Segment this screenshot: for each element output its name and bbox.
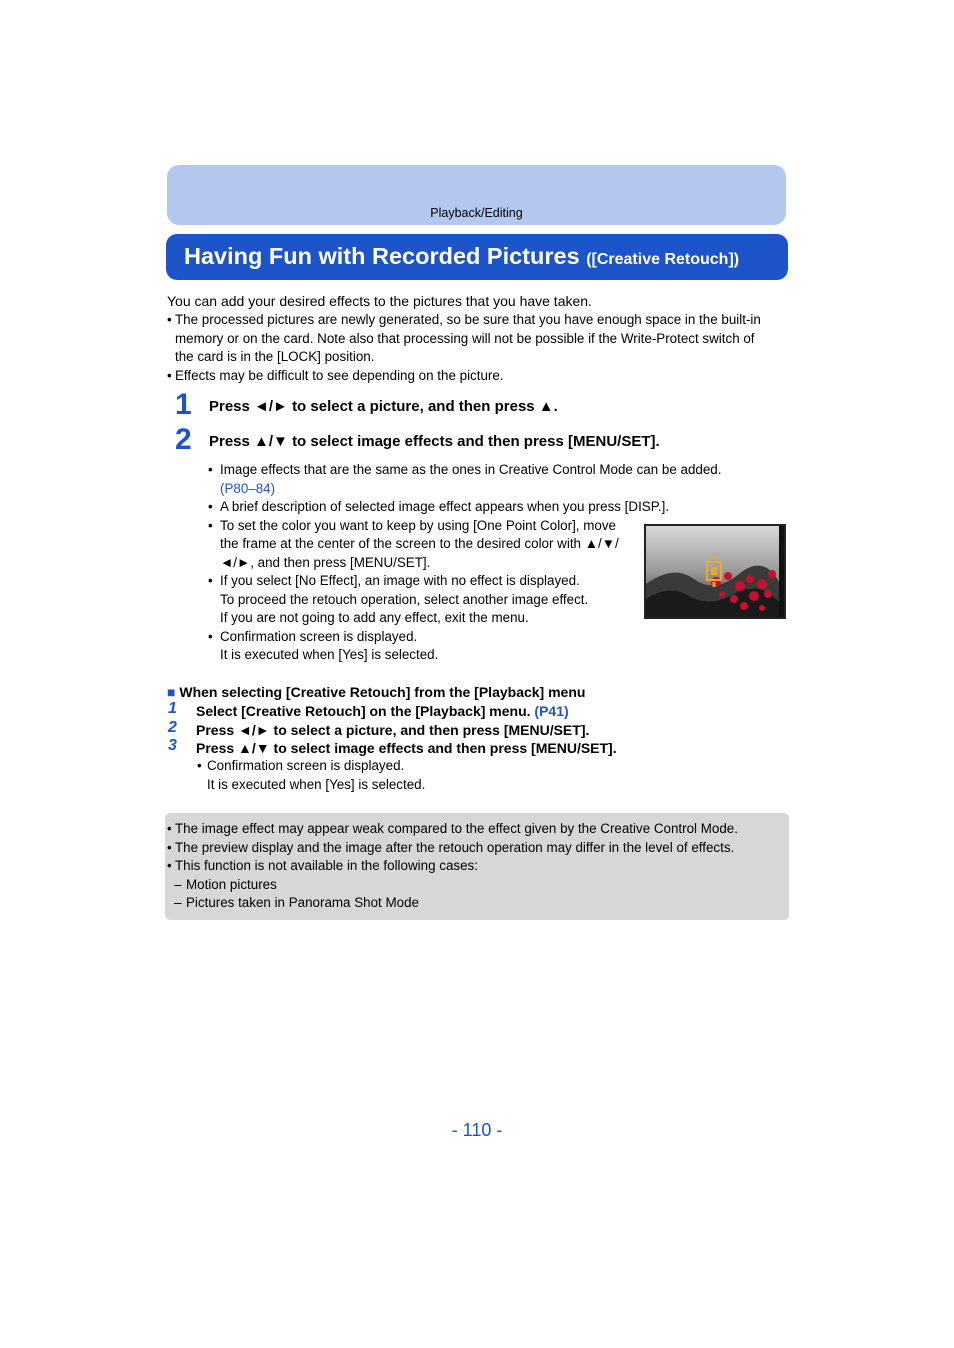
bullet-line: memory or on the card. Note also that processing will not be possible if the Write-Protect switch of <box>175 330 755 346</box>
step-number: 1 <box>175 388 192 421</box>
step-number: 2 <box>175 423 192 456</box>
note-line: Confirmation screen is displayed. <box>207 758 405 773</box>
bullet-line: the frame at the center of the screen to the desired color with ▲/▼/ <box>220 536 619 551</box>
heading-text: When selecting [Creative Retouch] from the [Playback] menu <box>179 684 586 700</box>
step-number: 1 <box>168 700 177 717</box>
title-sub: ([Creative Retouch]) <box>586 251 740 268</box>
page-title <box>184 243 739 270</box>
section-label: Playback/Editing <box>430 206 523 220</box>
notes-list: • The image effect may appear weak compared to the effect given by the Creative Control Mode. • The preview display and the image after the retouch operation may differ in the level of effects. • This function is not available in the following cases: – Motion pictures – Pictures taken in Panorama Shot Mode <box>167 820 787 913</box>
step-text: Press ◄/► to select a picture, and then press ▲. <box>209 398 558 415</box>
bullet-line: Image effects that are the same as the ones in Creative Control Mode can be added. <box>220 462 722 477</box>
step-number: 2 <box>168 719 177 736</box>
intro-bullet: • The processed pictures are newly generated, so be sure that you have enough space in the built-in memory or on the card. Note also that processing will not be possible if the Write-Protect switch of the card is in the [LOCK] position. • Effects may be difficult to see depending on the picture. <box>167 311 787 385</box>
note-line: Pictures taken in Panorama Shot Mode <box>186 895 419 910</box>
bullet-line: The processed pictures are newly generated, so be sure that you have enough space in the built-in <box>175 312 761 327</box>
bullet-line: If you select [No Effect], an image with no effect is displayed. <box>220 573 580 588</box>
step-text: Press ▲/▼ to select image effects and then press [MENU/SET]. <box>209 433 660 450</box>
note-line: The image effect may appear weak compared to the effect given by the Creative Control Mode. <box>175 821 738 836</box>
step-text <box>196 703 569 719</box>
step-number: 3 <box>168 737 177 754</box>
square-bullet-icon: ■ <box>167 684 176 700</box>
note-line: This function is not available in the following cases: <box>175 858 478 873</box>
bullet-line: ◄/►, and then press [MENU/SET]. <box>220 554 431 570</box>
alt-method-heading <box>167 684 585 700</box>
page-number: - 110 - <box>451 1120 503 1140</box>
note-line: The preview display and the image after the retouch operation may differ in the level of effects. <box>175 839 735 855</box>
bullet-line: To set the color you want to keep by using [One Point Color], move <box>220 517 616 533</box>
bullet-line: It is executed when [Yes] is selected. <box>220 647 439 662</box>
bullet-line: the card is in the [LOCK] position. <box>175 349 375 364</box>
step-text: Press ◄/► to select a picture, and then press [MENU/SET]. <box>196 722 590 738</box>
bullet-line: Effects may be difficult to see depending on the picture. <box>175 367 504 383</box>
intro-text: You can add your desired effects to the pictures that you have taken. <box>167 293 592 309</box>
one-point-color-sample-image <box>644 524 786 619</box>
step-text: Press ▲/▼ to select image effects and then press [MENU/SET]. <box>196 740 617 756</box>
step-text-main: Select [Creative Retouch] on the [Playback] menu. <box>196 703 531 719</box>
page-link[interactable]: (P41) <box>534 703 569 719</box>
bullet-line: Confirmation screen is displayed. <box>220 628 418 644</box>
step2-bullets: • Image effects that are the same as the ones in Creative Control Mode can be added. (P80–84) • A brief description of selected image effect appears when you press [DISP.]. • To set the color you want to keep by using [One Point Color], move the frame at the center of the screen to the desired color with ▲/▼/ ◄/►, and then press [MENU/SET]. • If you select [No Effect], an image with no effect is displayed. To proceed the retouch operation, select another image effect. If you are not going to add any effect, exit the menu. • Confirmation screen is displayed. It is executed when [Yes] is selected. <box>208 461 768 665</box>
note-line: Motion pictures <box>186 876 277 892</box>
page-link[interactable]: (P80–84) <box>220 480 276 496</box>
bullet-line: To proceed the retouch operation, select another image effect. <box>220 591 589 607</box>
alt-method-notes: • Confirmation screen is displayed. It is executed when [Yes] is selected. <box>197 757 425 794</box>
title-main: Having Fun with Recorded Pictures <box>184 243 580 269</box>
bullet-line: If you are not going to add any effect, exit the menu. <box>220 610 529 625</box>
bullet-line: A brief description of selected image effect appears when you press [DISP.]. <box>220 499 670 514</box>
note-line: It is executed when [Yes] is selected. <box>207 776 426 792</box>
